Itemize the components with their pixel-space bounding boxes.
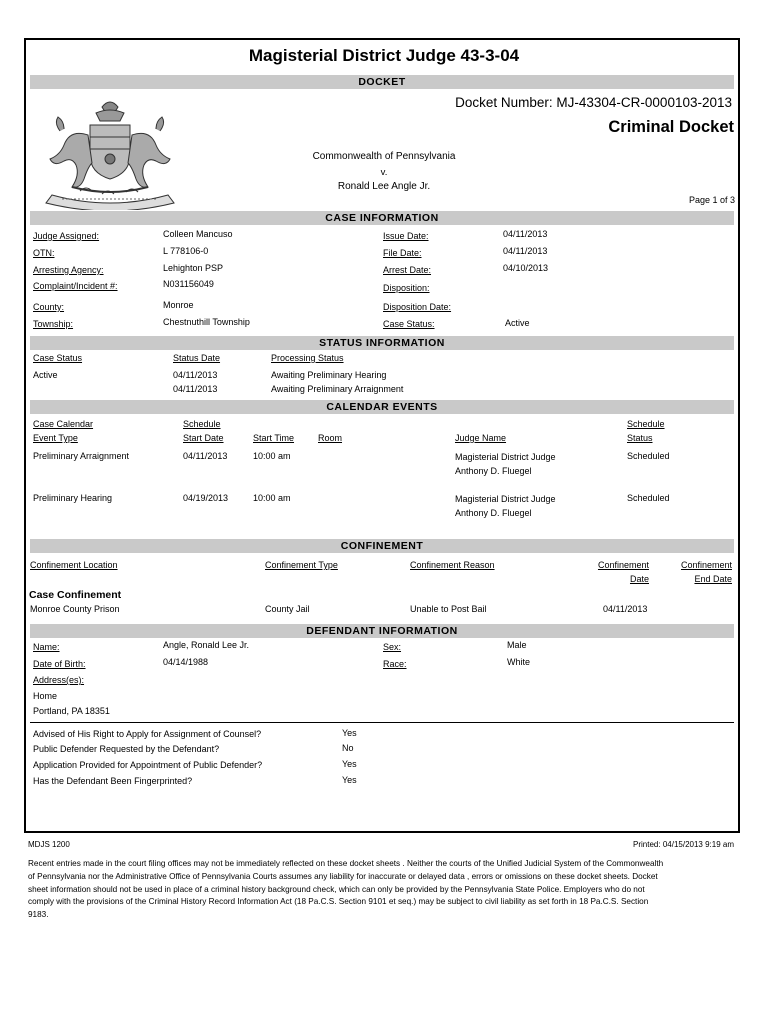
status-row-1-status: Awaiting Preliminary Hearing: [271, 370, 387, 380]
conf-h-date: Date: [629, 574, 649, 584]
disclaimer-text: Recent entries made in the court filing offices may not be immediately reflected on these docket sheets . Neither the courts of the Unified Judicial System of the Commonwealth of Pennsylvania nor the Administrative Office of Pennsylvania Courts assumes any liability for inaccurate or delayed data , errors or omissions on these docket sheets. Docket sheet information should not be used in place of a criminal history background check, which can only be provided by the Pennsylvania State Police. Employers who do not comply with the provisions of the Criminal History Record Information Act (18 Pa.C.S. Section 9101 et seq.) may be subject to civil liability as set forth in 18 Pa.C.S. Section 9183.: [28, 859, 664, 920]
arrest-date-label: Arrest Date:: [383, 265, 432, 275]
event-1-time: 10:00 am: [253, 451, 291, 461]
event-2-date: 04/19/2013: [183, 493, 229, 503]
conf-h-confinement: Confinement: [597, 560, 649, 570]
conf-h-type: Confinement Type: [265, 560, 338, 570]
cal-h-schedule: Schedule: [183, 419, 221, 429]
court-title: Magisterial District Judge 43-3-04: [248, 46, 520, 65]
question-1: Advised of His Right to Apply for Assignment of Counsel?: [33, 729, 262, 739]
county-label: County:: [33, 302, 65, 312]
docket-type: Criminal Docket: [608, 118, 734, 136]
defendant-information-band: DEFENDANT INFORMATION: [30, 624, 734, 638]
event-2-type: Preliminary Hearing: [33, 493, 113, 503]
case-status-label: Case Status:: [383, 319, 435, 329]
status-row-2-status: Awaiting Preliminary Arraignment: [271, 384, 404, 394]
cal-h-status: Status: [627, 433, 653, 443]
answer-2: No: [342, 743, 354, 753]
address-label: Address(es):: [33, 675, 85, 685]
cal-h-event-type: Event Type: [33, 433, 78, 443]
event-1-date: 04/11/2013: [183, 451, 228, 461]
judge-assigned-value: Colleen Mancuso: [163, 229, 233, 239]
confinement-location: Monroe County Prison: [30, 604, 120, 614]
answer-1: Yes: [342, 728, 357, 738]
race-label: Race:: [383, 659, 407, 669]
complaint-label: Complaint/Incident #:: [33, 281, 118, 291]
judge-assigned-label: Judge Assigned:: [33, 231, 100, 241]
status-col-processing: Processing Status: [271, 353, 344, 363]
answer-3: Yes: [342, 759, 357, 769]
question-3: Application Provided for Appointment of Public Defender?: [33, 760, 263, 770]
township-value: Chestnuthill Township: [163, 317, 250, 327]
defendant-divider: [30, 722, 734, 723]
status-information-band: STATUS INFORMATION: [30, 336, 734, 350]
complaint-value: N031156049: [163, 279, 214, 289]
status-row-2-date: 04/11/2013: [173, 384, 218, 394]
confinement-date: 04/11/2013: [603, 604, 648, 614]
status-case-status-value: Active: [33, 370, 58, 380]
sex-value: Male: [507, 640, 527, 650]
status-col-case-status: Case Status: [33, 353, 83, 363]
caption-line-1: Commonwealth of Pennsylvania: [312, 151, 456, 162]
sex-label: Sex:: [383, 642, 402, 652]
arresting-agency-value: Lehighton PSP: [163, 263, 224, 273]
question-4: Has the Defendant Been Fingerprinted?: [33, 776, 193, 786]
event-2-time: 10:00 am: [253, 493, 291, 503]
address-line-2: Portland, PA 18351: [33, 706, 110, 716]
file-date-label: File Date:: [383, 248, 422, 258]
conf-h-location: Confinement Location: [30, 560, 118, 570]
caption-line-2: v.: [380, 167, 388, 178]
dob-value: 04/14/1988: [163, 657, 209, 667]
township-label: Township:: [33, 319, 74, 329]
otn-label: OTN:: [33, 248, 55, 258]
event-2-judge-2: Anthony D. Fluegel: [455, 508, 532, 518]
page-number: Page 1 of 3: [688, 195, 735, 205]
county-value: Monroe: [163, 300, 194, 310]
cal-h-schedule2: Schedule: [627, 419, 665, 429]
event-2-status: Scheduled: [627, 493, 670, 503]
conf-h-reason: Confinement Reason: [410, 560, 495, 570]
issue-date-label: Issue Date:: [383, 231, 429, 241]
defendant-name-value: Angle, Ronald Lee Jr.: [163, 640, 250, 650]
caption-line-3: Ronald Lee Angle Jr.: [337, 181, 431, 192]
conf-h-end-date: End Date: [694, 574, 732, 584]
disposition-label: Disposition:: [383, 283, 430, 293]
issue-date-value: 04/11/2013: [503, 229, 548, 239]
confinement-reason: Unable to Post Bail: [410, 604, 487, 614]
form-number: MDJS 1200: [28, 840, 70, 849]
otn-value: L 778106-0: [163, 246, 209, 256]
arrest-date-value: 04/10/2013: [503, 263, 549, 273]
cal-h-start-time: Start Time: [253, 433, 295, 443]
confinement-type: County Jail: [265, 604, 310, 614]
disposition-date-label: Disposition Date:: [383, 302, 452, 312]
dob-label: Date of Birth:: [33, 659, 86, 669]
race-value: White: [507, 657, 531, 667]
event-1-judge-2: Anthony D. Fluegel: [455, 466, 532, 476]
event-1-status: Scheduled: [627, 451, 670, 461]
arresting-agency-label: Arresting Agency:: [33, 265, 104, 275]
status-col-status-date: Status Date: [173, 353, 221, 363]
calendar-events-band: CALENDAR EVENTS: [30, 400, 734, 414]
answer-4: Yes: [342, 775, 357, 785]
printed-timestamp: Printed: 04/15/2013 9:19 am: [633, 840, 734, 849]
cal-h-judge: Judge Name: [455, 433, 507, 443]
case-status-value: Active: [505, 318, 530, 328]
address-line-1: Home: [33, 691, 58, 701]
status-row-1-date: 04/11/2013: [173, 370, 218, 380]
cal-h-start-date: Start Date: [183, 433, 224, 443]
conf-h-confinement-2: Confinement: [680, 560, 732, 570]
coat-of-arms-seal-icon: [32, 95, 188, 210]
event-1-judge-1: Magisterial District Judge: [455, 452, 556, 462]
question-2: Public Defender Requested by the Defendant?: [33, 744, 220, 754]
file-date-value: 04/11/2013: [503, 246, 548, 256]
case-confinement-heading: Case Confinement: [29, 589, 122, 601]
cal-h-case-calendar: Case Calendar: [33, 419, 94, 429]
event-2-judge-1: Magisterial District Judge: [455, 494, 556, 504]
docket-band: DOCKET: [30, 75, 734, 89]
docket-number: Docket Number: MJ-43304-CR-0000103-2013: [455, 95, 732, 110]
defendant-name-label: Name:: [33, 642, 60, 652]
confinement-band: CONFINEMENT: [30, 539, 734, 553]
event-1-type: Preliminary Arraignment: [33, 451, 130, 461]
cal-h-room: Room: [318, 433, 343, 443]
case-information-band: CASE INFORMATION: [30, 211, 734, 225]
